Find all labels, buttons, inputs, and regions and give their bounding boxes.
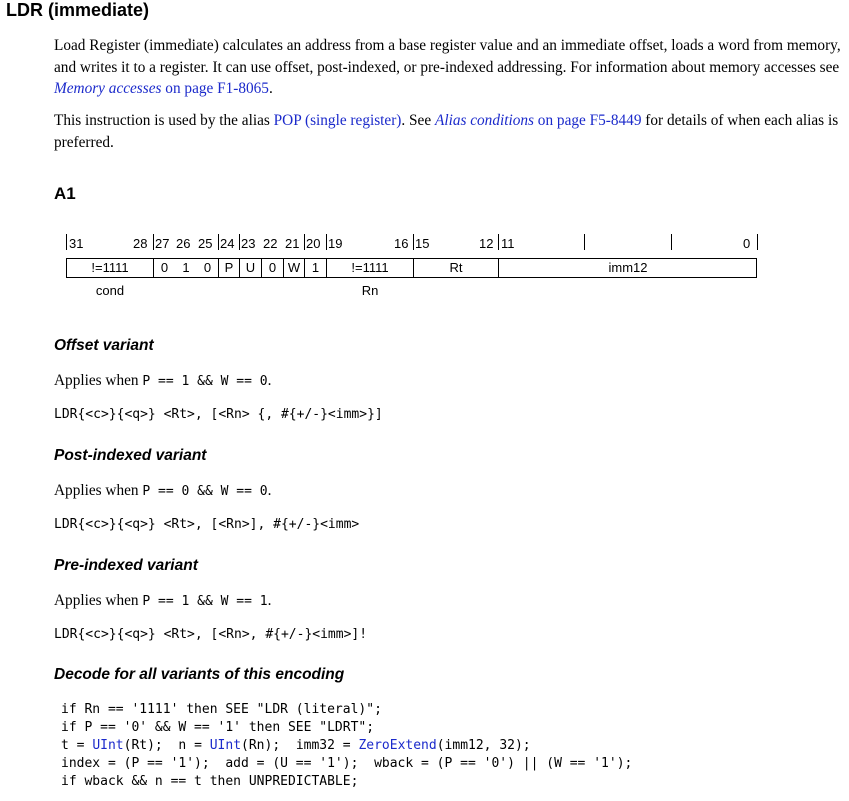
alias-conditions-link[interactable]: Alias conditions on page F5-8449: [434, 112, 642, 129]
bit-tick: [413, 234, 414, 250]
bit-tick: [671, 234, 672, 250]
field-bit: 0: [160, 260, 169, 275]
bit-label: 16: [394, 236, 409, 251]
field-imm12: imm12: [608, 260, 648, 275]
bit-label: 11: [501, 236, 515, 251]
bit-label: 26: [176, 236, 191, 251]
zeroextend-function-link[interactable]: ZeroExtend: [358, 738, 437, 753]
code-line: if Rn == '1111' then SEE "LDR (literal)";: [61, 702, 382, 717]
field-bit: 0: [203, 260, 212, 275]
decode-pseudocode: [61, 701, 632, 791]
bit-tick: [326, 234, 327, 250]
bit-label: 12: [479, 236, 494, 251]
offset-variant-heading: Offset variant: [54, 337, 154, 354]
decode-heading: Decode for all variants of this encoding: [54, 666, 345, 683]
offset-syntax: LDR{<c>}{<q>} <Rt>, [<Rn> {, #{+/-}<imm>}]: [54, 407, 383, 422]
bit-tick: [304, 234, 305, 250]
post-indexed-applies: Applies when P == 0 && W == 0.: [54, 482, 272, 499]
alias-text: This instruction is used by the alias: [54, 112, 274, 129]
bit-label: 22: [263, 236, 278, 251]
bit-label: 23: [241, 236, 256, 251]
bit-label: 15: [415, 236, 430, 251]
bit-label: 19: [328, 236, 343, 251]
field-name-cond: cond: [95, 283, 125, 298]
memory-accesses-link[interactable]: Memory accesses on page F1-8065: [54, 80, 269, 97]
uint-function-link[interactable]: UInt: [209, 738, 242, 753]
alias-paragraph: This instruction is used by the alias POP (single register). See Alias conditions on page F5-8449 for details of when each alias is preferred.: [54, 112, 839, 151]
bit-tick: [153, 234, 154, 250]
field-cond: !=1111: [91, 260, 129, 275]
bit-label: 21: [285, 236, 300, 251]
uint-function-link[interactable]: UInt: [92, 738, 124, 753]
bit-label: 27: [155, 236, 170, 251]
pre-indexed-applies: Applies when P == 1 && W == 1.: [54, 592, 272, 609]
bit-label: 25: [198, 236, 213, 251]
bit-label: 0: [743, 236, 751, 251]
bit-label: 31: [69, 236, 84, 251]
bit-label: 28: [133, 236, 148, 251]
code-line: index = (P == '1'); add = (U == '1'); wback = (P == '0') || (W == '1');: [61, 756, 633, 771]
offset-applies: Applies when P == 1 && W == 0.: [54, 372, 272, 389]
field-bit: 1: [182, 260, 190, 275]
post-indexed-variant-heading: Post-indexed variant: [54, 447, 207, 464]
code-line: if P == '0' && W == '1' then SEE "LDRT";: [61, 720, 375, 735]
field-name-rn: Rn: [361, 283, 379, 298]
field-w: W: [287, 260, 301, 275]
field-bit: 1: [311, 260, 320, 275]
code-line: if wback && n == t then UNPREDICTABLE;: [61, 774, 359, 789]
bit-label: 24: [220, 236, 235, 251]
field-u: U: [245, 260, 256, 275]
bit-tick: [66, 234, 67, 250]
field-p: P: [224, 260, 234, 275]
pop-alias-link[interactable]: POP (single register): [273, 112, 402, 129]
bit-tick: [218, 234, 219, 250]
encoding-heading: A1: [54, 184, 76, 203]
pre-indexed-variant-heading: Pre-indexed variant: [54, 557, 198, 574]
bit-label: 20: [306, 236, 321, 251]
bit-tick: [584, 234, 585, 250]
code-line: t = UInt(Rt); n = UInt(Rn); imm32 = ZeroExtend(imm12, 32);: [61, 738, 531, 753]
post-indexed-syntax: LDR{<c>}{<q>} <Rt>, [<Rn>], #{+/-}<imm>: [54, 517, 360, 532]
bit-tick: [498, 234, 499, 250]
field-bit: 0: [268, 260, 277, 275]
description-paragraph: Load Register (immediate) calculates an address from a base register value and an immediate offset, loads a word from memory, and writes it to a register. It can use offset, post-indexed, or pre-indexed addressing. For information about memory accesses see Memory accesses on page F1-8065.: [54, 37, 841, 97]
description-text: Load Register (immediate) calculates an address from a base register value and an immediate offset, loads a word from memory, and writes it to a register. It can use offset, post-indexed, or pre-indexed addressing. For information about memory accesses see: [54, 37, 841, 76]
pre-indexed-syntax: LDR{<c>}{<q>} <Rt>, [<Rn>, #{+/-}<imm>]!: [54, 627, 368, 642]
page-title: LDR (immediate): [6, 0, 150, 20]
field-rt: Rt: [449, 260, 463, 275]
bit-tick: [757, 234, 758, 250]
bit-tick: [239, 234, 240, 250]
field-rn: !=1111: [351, 260, 389, 275]
